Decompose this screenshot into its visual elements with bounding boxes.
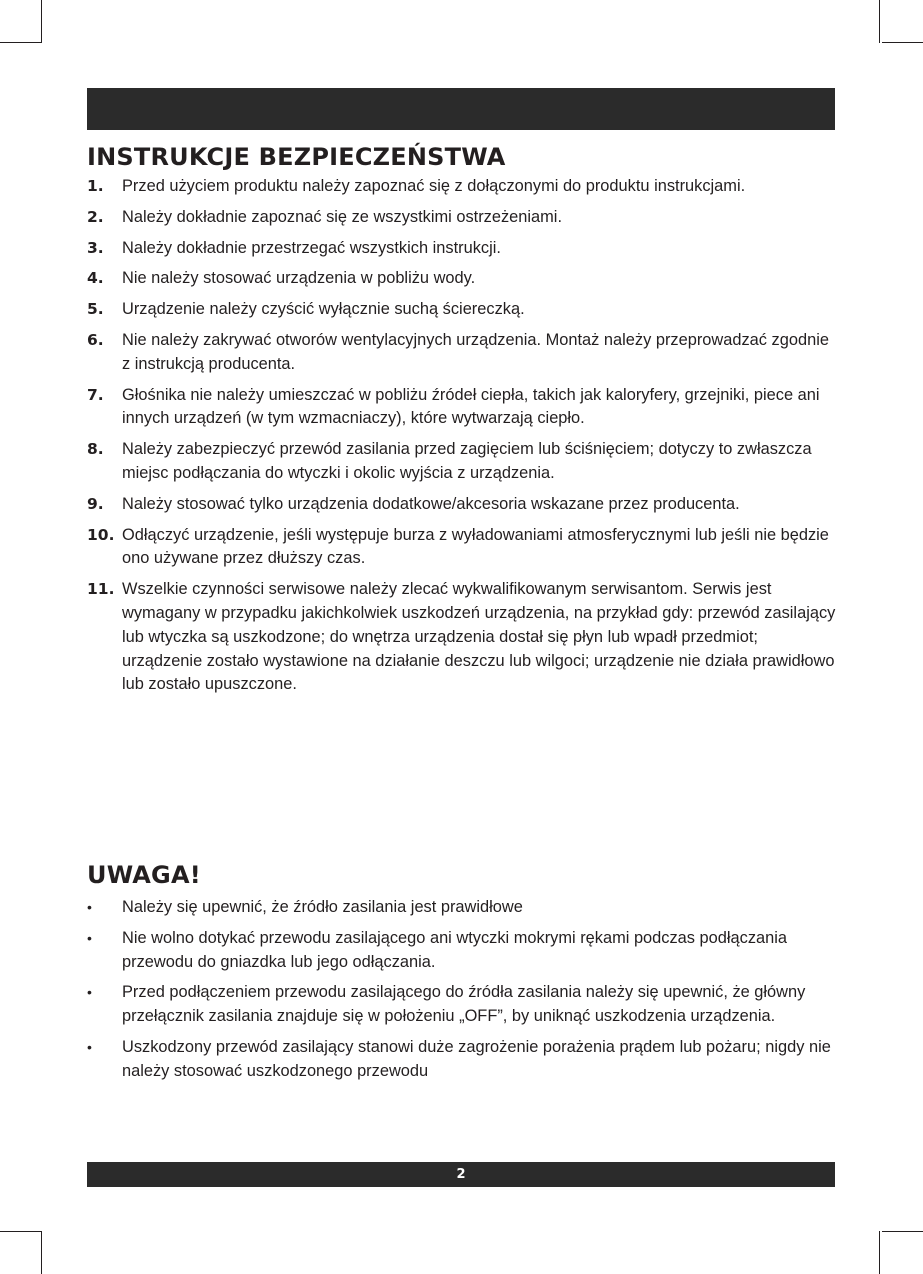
page-number: 2 [456, 1167, 466, 1182]
list-item [87, 493, 837, 517]
list-item [87, 981, 837, 1029]
item-text: Należy stosować tylko urządzenia dodatkowe/akcesoria wskazane przez producenta. [122, 494, 740, 513]
bullet-icon: • [87, 1038, 92, 1055]
item-number: 10. [87, 525, 115, 544]
crop-mark-top-right-vertical [879, 0, 880, 43]
item-number: 3. [87, 238, 104, 257]
crop-mark-top-left-horizontal [0, 42, 41, 43]
safety-instructions-title: INSTRUKCJE BEZPIECZEŃSTWA [87, 143, 506, 171]
list-item [87, 237, 837, 261]
crop-mark-top-right-horizontal [882, 42, 923, 43]
item-number: 7. [87, 385, 104, 404]
item-number: 2. [87, 207, 104, 226]
item-text: Uszkodzony przewód zasilający stanowi duże zagrożenie porażenia prądem lub pożaru; nigdy nie należy stosować uszkodzonego przewodu [122, 1037, 831, 1080]
warning-list [87, 896, 837, 1091]
bullet-icon: • [87, 929, 92, 946]
item-text: Należy się upewnić, że źródło zasilania jest prawidłowe [122, 898, 523, 916]
crop-mark-bottom-left-horizontal [0, 1231, 41, 1232]
crop-mark-top-left-vertical [41, 0, 42, 43]
crop-mark-bottom-left-vertical [41, 1231, 42, 1274]
list-item [87, 298, 837, 322]
item-text: Należy dokładnie zapoznać się ze wszystkimi ostrzeżeniami. [122, 207, 562, 226]
list-item [87, 175, 837, 199]
item-number: 8. [87, 440, 104, 459]
list-item [87, 1036, 837, 1084]
crop-mark-bottom-right-horizontal [882, 1231, 923, 1232]
bullet-icon: • [87, 984, 92, 1001]
item-text: Wszelkie czynności serwisowe należy zlecać wykwalifikowanym serwisantom. Serwis jest wymagany w przypadku jakichkolwiek uszkodzeń urządzenia, na przykład gdy: przewód zasilający lub wtyczka są uszkodzone; do wnętrza urządzenia dostał się płyn lub wpadł przedmiot; urządzenie zostało wystawione na działanie deszczu lub wilgoci; urządzenie nie działa prawidłowo lub zostało upuszczone. [122, 580, 836, 694]
list-item [87, 329, 837, 377]
list-item [87, 578, 837, 697]
list-item [87, 438, 837, 486]
item-text: Nie należy stosować urządzenia w pobliżu wody. [122, 269, 476, 288]
item-number: 4. [87, 269, 104, 288]
safety-instructions-list [87, 175, 837, 704]
footer-bar [87, 1162, 835, 1187]
warning-title: UWAGA! [87, 861, 201, 889]
item-number: 5. [87, 300, 104, 319]
list-item [87, 524, 837, 572]
bullet-icon: • [87, 899, 92, 915]
list-item [87, 267, 837, 291]
item-text: Przed użyciem produktu należy zapoznać się z dołączonymi do produktu instrukcjami. [122, 177, 746, 195]
item-text: Odłączyć urządzenie, jeśli występuje burza z wyładowaniami atmosferycznymi lub jeśli nie będzie ono używane przez dłuższy czas. [122, 525, 829, 568]
item-text: Przed podłączeniem przewodu zasilającego do źródła zasilania należy się upewnić, że główny przełącznik zasilania znajduje się w położeniu „OFF”, by uniknąć uszkodzenia urządzenia. [122, 983, 806, 1026]
item-text: Należy zabezpieczyć przewód zasilania przed zagięciem lub ściśnięciem; dotyczy to zwłaszcza miejsc podłączania do wtyczki i okolic wyjścia z urządzenia. [122, 440, 812, 482]
list-item [87, 384, 837, 432]
item-number: 1. [87, 177, 104, 195]
item-text: Należy dokładnie przestrzegać wszystkich instrukcji. [122, 238, 501, 257]
list-item [87, 927, 837, 975]
item-number: 9. [87, 494, 104, 513]
item-number: 11. [87, 580, 115, 599]
list-item [87, 896, 837, 920]
list-item [87, 206, 837, 230]
item-number: 6. [87, 330, 104, 349]
header-bar [87, 88, 835, 130]
crop-mark-bottom-right-vertical [879, 1231, 880, 1274]
item-text: Nie należy zakrywać otworów wentylacyjnych urządzenia. Montaż należy przeprowadzać zgodnie z instrukcją producenta. [122, 330, 829, 373]
item-text: Nie wolno dotykać przewodu zasilającego ani wtyczki mokrymi rękami podczas podłączania przewodu do gniazdka lub jego odłączania. [122, 928, 788, 971]
item-text: Głośnika nie należy umieszczać w pobliżu źródeł ciepła, takich jak kaloryfery, grzejniki, piece ani innych urządzeń (w tym wzmacniaczy), które wytwarzają ciepło. [122, 385, 820, 428]
item-text: Urządzenie należy czyścić wyłącznie suchą ściereczką. [122, 300, 525, 319]
